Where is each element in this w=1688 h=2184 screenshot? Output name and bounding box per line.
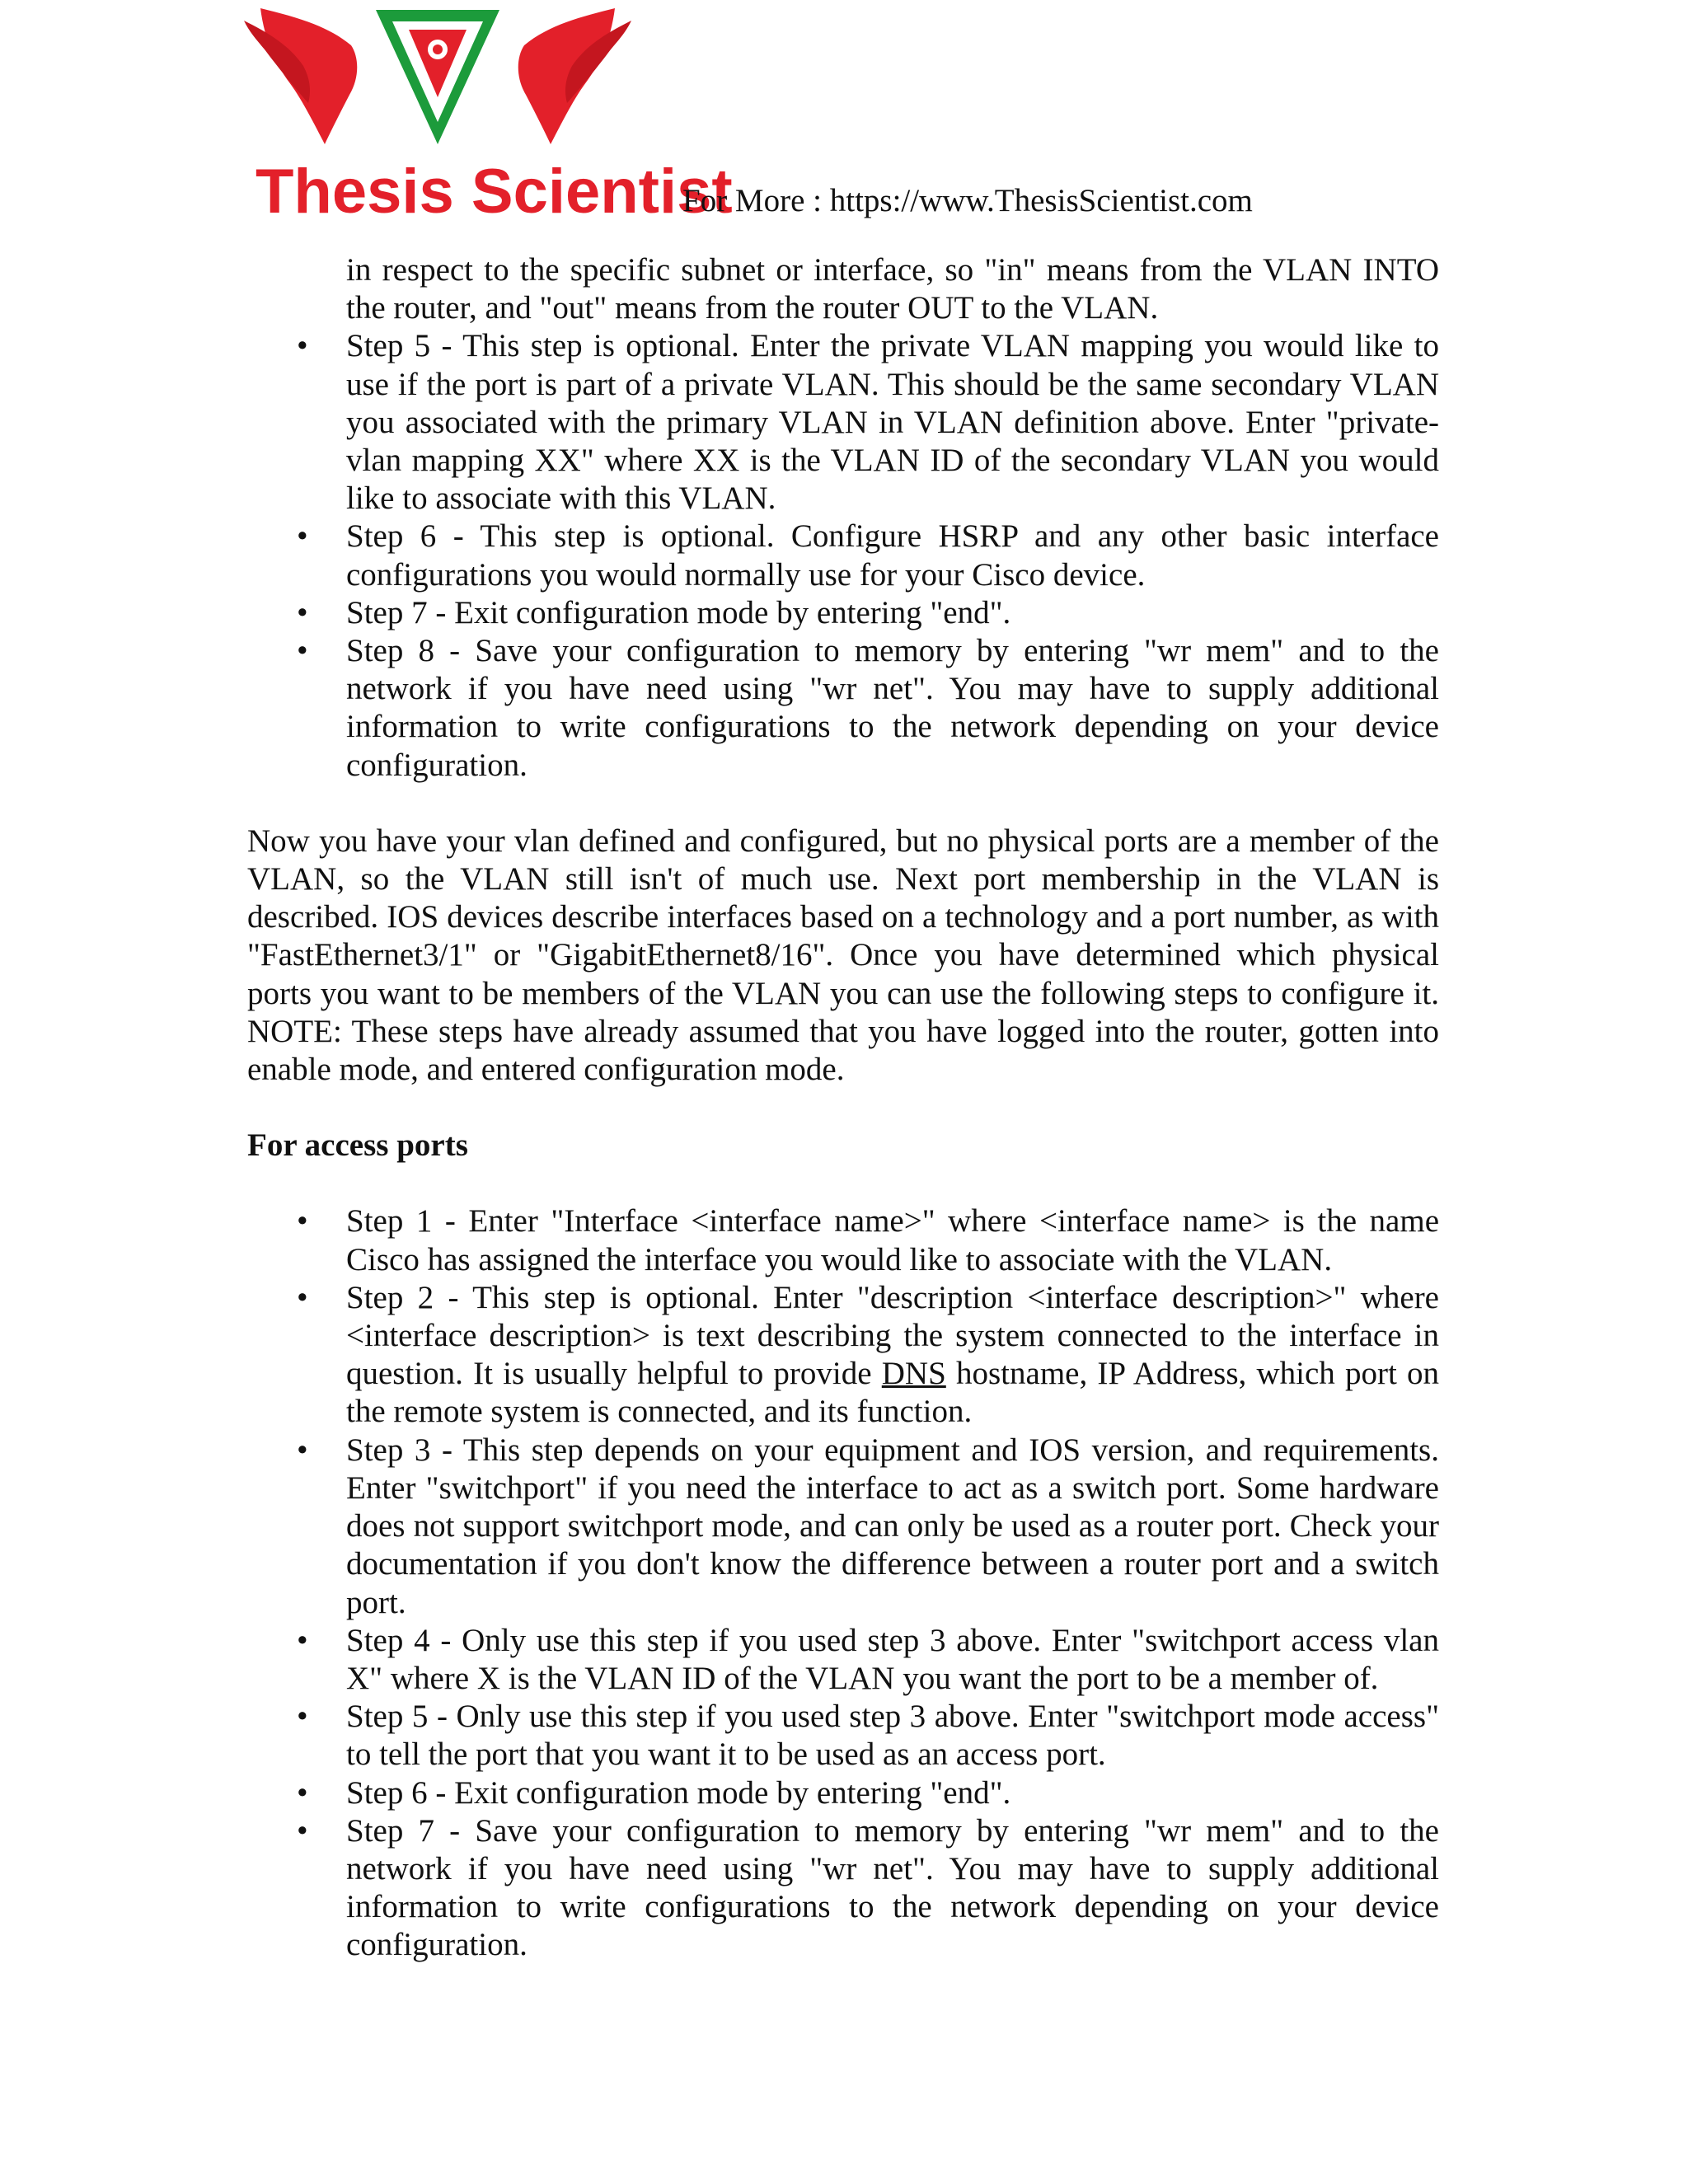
bullet-icon: • [297,328,308,364]
logo-emblem-icon [244,0,733,227]
list-item: • Step 5 - This step is optional. Enter the private VLAN mapping you would like to use if the port is part of a private VLAN. This should be the same secondary VLAN you associated with the primary VLAN in VLAN definition above. Enter "private-vlan mapping XX" where XX is the VLAN ID of the secondary VLAN you would like to associate with this VLAN. [297,328,1439,517]
config-steps-list [247,327,1439,784]
list-item: • Step 4 - Only use this step if you used step 3 above. Enter "switchport access vlan X" where X is the VLAN ID of the VLAN you want the port to be a member of. [297,1622,1439,1696]
access-ports-steps-list [247,1202,1439,1964]
body-paragraph: Now you have your vlan defined and configured, but no physical ports are a member of the VLAN, so the VLAN still isn't of much use. Next port membership in the VLAN is described. IOS devices describe interfaces based on a technology and a port number, as with "FastEthernet3/1" or "GigabitEthernet8/16". Once you have determined which physical ports you want to be members of the VLAN you can use the following steps to configure it. NOTE: These steps have already assumed that you have logged into the router, gotten into enable mode, and entered configuration mode. [247,823,1439,1088]
bullet-icon: • [297,1203,308,1240]
bullet-icon: • [297,518,308,555]
document-body [247,251,1439,1965]
list-item: • Step 7 - Exit configuration mode by entering "end". [247,594,1439,632]
bullet-icon: • [297,1432,308,1468]
bullet-icon: • [297,1699,308,1735]
bullet-icon: • [297,633,308,669]
list-item: • Step 8 - Save your configuration to memory by entering "wr mem" and to the network if you have need using "wr net". You may have to supply additional information to write configurations to the network depending on your device configuration. [297,633,1439,783]
list-item: • Step 6 - Exit configuration mode by entering "end". [247,1774,1439,1812]
list-item: • Step 6 - This step is optional. Configure HSRP and any other basic interface configurations you would normally use for your Cisco device. [297,518,1439,593]
dns-link[interactable]: DNS [881,1356,946,1392]
thesis-scientist-logo [244,0,733,227]
list-item: • Step 7 - Save your configuration to memory by entering "wr mem" and to the network if you have need using "wr net". You may have to supply additional information to write configurations to the network depending on your device configuration. [297,1812,1439,1963]
header-website-link[interactable]: For More : https://www.ThesisScientist.com [682,183,1253,218]
list-item: • Step 2 - This step is optional. Enter "description <interface description>" where <interface description> is text describing the system connected to the interface in question. It is usually helpful to provide DNS hostname, IP Address, which port on the remote system is connected, and its function. [297,1279,1440,1430]
list-item: • Step 1 - Enter "Interface <interface name>" where <interface name> is the name Cisco has assigned the interface you would like to associate with the VLAN. [297,1203,1439,1277]
bullet-icon: • [297,1279,308,1315]
section-heading: For access ports [247,1127,468,1164]
list-item: • Step 5 - Only use this step if you used step 3 above. Enter "switchport mode access" to tell the port that you want it to be used as an access port. [297,1699,1439,1773]
bullet-icon: • [297,1812,308,1849]
continuation-text: in respect to the specific subnet or interface, so "in" means from the VLAN INTO the router, and "out" means from the router OUT to the VLAN. [346,252,1439,326]
bullet-icon: • [297,1774,308,1811]
list-item: • Step 3 - This step depends on your equipment and IOS version, and requirements. Enter "switchport" if you need the interface to act as a switch port. Some hardware does not support switchport mode, and can only be used as a router port. Check your documentation if you don't know the difference between a router port and a switch port. [297,1432,1439,1620]
bullet-icon: • [297,1622,308,1658]
svg-text:Thesis Scientist: Thesis Scientist [256,157,733,227]
bullet-icon: • [297,594,308,630]
